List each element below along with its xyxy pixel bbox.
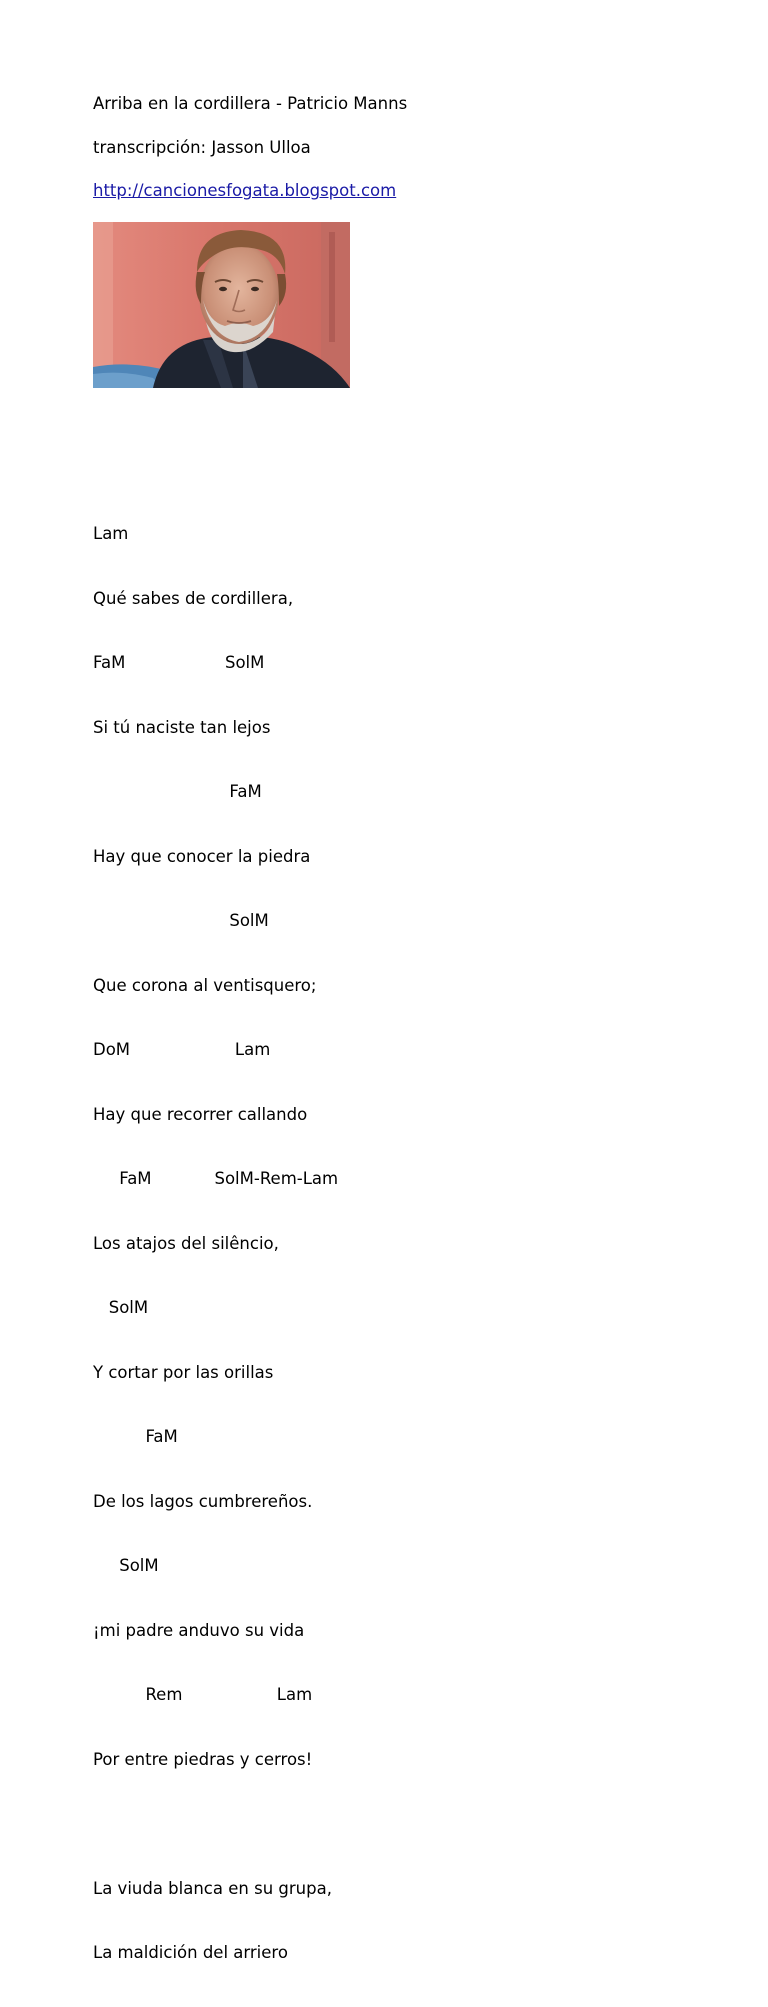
transcription-credit: transcripción: Jasson Ulloa <box>93 138 311 157</box>
lyric-line: Hay que recorrer callando <box>93 1104 308 1124</box>
lyric-line: Qué sabes de cordillera, <box>93 588 294 608</box>
lyric-line: La maldición del arriero <box>93 1943 288 1962</box>
lyric-line: Rem Lam <box>93 1685 313 1704</box>
lyric-line: Que corona al ventisquero; <box>93 975 317 995</box>
stanza-gap <box>93 1813 338 1835</box>
lyric-line: Lam <box>93 524 129 543</box>
lyric-line: Los atajos del silêncio, <box>93 1233 279 1253</box>
lyrics-block <box>93 480 338 2007</box>
lyric-line: SolM <box>93 911 269 930</box>
blog-link[interactable]: http://cancionesfogata.blogspot.com <box>93 181 397 200</box>
lyric-line: SolM <box>93 1556 159 1575</box>
lyric-line: SolM <box>93 1298 149 1317</box>
lyric-line: De los lagos cumbrereños. <box>93 1491 313 1511</box>
lyric-line: FaM SolM-Rem-Lam <box>93 1169 339 1188</box>
lyric-line: FaM SolM <box>93 653 265 672</box>
lyric-line: Por entre piedras y cerros! <box>93 1749 313 1769</box>
lyric-line: DoM Lam <box>93 1040 271 1059</box>
lyric-line: La viuda blanca en su grupa, <box>93 1878 332 1898</box>
song-title: Arriba en la cordillera - Patricio Manns <box>93 94 408 113</box>
lyric-line: Hay que conocer la piedra <box>93 846 311 866</box>
lyric-line: Y cortar por las orillas <box>93 1362 274 1382</box>
lyric-line: Si tú naciste tan lejos <box>93 717 271 737</box>
lyric-line: FaM <box>93 1427 178 1446</box>
artist-photo <box>93 222 350 388</box>
lyric-line: FaM <box>93 782 262 801</box>
lyric-line: ¡mi padre anduvo su vida <box>93 1620 305 1640</box>
